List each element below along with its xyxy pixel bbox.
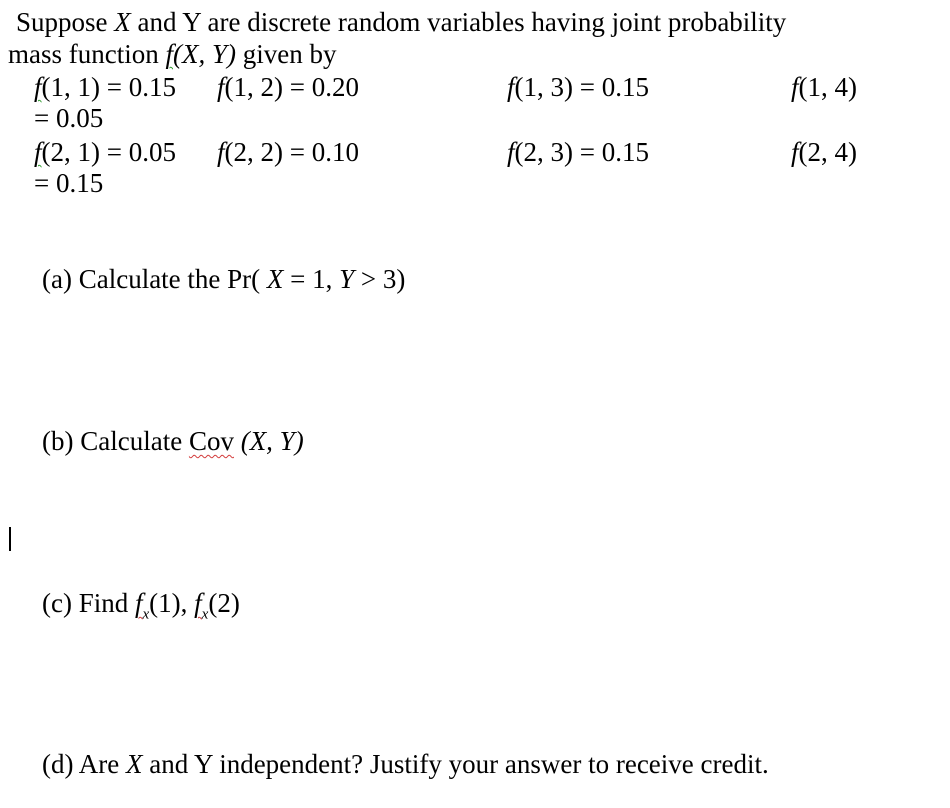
pmf-row-1-cell-2 [217,72,359,102]
pmf-value: (2, 1) = 0.05 [41,137,176,167]
pmf-row-1-wrap: = 0.05 [34,103,104,133]
pmf-f: f [507,137,515,167]
intro-text: mass function [8,39,166,69]
question-text: (d) Are [42,749,126,779]
pmf-value: (2, 3) = 0.15 [514,137,649,167]
pmf-row-2-cell-2 [217,137,359,167]
marginal-f1-sub: x [142,606,150,623]
pmf-f: f [34,137,42,167]
marginal-f2-symbol: f [194,588,202,618]
question-text: (1), [149,588,195,618]
text-cursor [9,527,11,551]
pmf-row-1-cell-3 [507,72,649,102]
pmf-row-2-cell-4 [791,137,857,167]
question-b [42,426,304,456]
variable-x: X [266,264,284,294]
pmf-row-2-cell-1 [34,137,176,167]
variable-y: Y [339,264,355,294]
question-d [42,749,769,779]
pmf-value: (1, 4) [798,72,857,102]
pmf-f: f [791,72,799,102]
pmf-value: (1, 2) = 0.20 [224,72,359,102]
cov-word: Cov [188,426,234,456]
variable-x: X [125,749,143,779]
marginal-f2-sub: x [201,606,209,623]
marginal-f1-symbol: f [134,588,143,618]
pmf-value: (2, 4) [798,137,857,167]
pmf-row-2-cell-3 [507,137,649,167]
question-text: and Y independent? Justify your answer to receive credit. [142,749,769,779]
pmf-row-1-cell-1 [34,72,176,102]
pmf-symbol: f [165,39,173,69]
marginal-f1 [134,588,150,623]
question-text: (2) [208,588,240,618]
marginal-f2 [194,588,209,623]
pmf-value: (1, 1) = 0.15 [41,72,176,102]
pmf-f: f [217,72,225,102]
question-text: (b) Calculate [42,426,189,456]
intro-text: given by [236,39,337,69]
intro-text: Suppose [16,7,115,37]
question-text: > 3) [354,264,406,294]
pmf-row-2-wrap: = 0.15 [34,168,104,198]
question-a [42,264,405,294]
question-text: = 1, [283,264,340,294]
intro-line-2 [8,39,337,69]
pmf-f: f [507,72,515,102]
question-text: (c) Find [42,588,135,618]
pmf-f: f [217,137,225,167]
pmf-args: (X, Y) [173,39,236,69]
pmf-row-1-cell-4 [791,72,857,102]
variable-x: X [114,7,131,37]
cov-args: (X, Y) [233,426,304,456]
question-text: (a) Calculate the Pr( [42,264,267,294]
pmf-value: (2, 2) = 0.10 [224,137,359,167]
intro-text: and Y are discrete random variables having joint probability [130,7,787,37]
question-c [42,588,240,623]
pmf-f: f [34,72,42,102]
pmf-f: f [791,137,799,167]
pmf-value: (1, 3) = 0.15 [514,72,649,102]
intro-line-1 [16,7,786,37]
